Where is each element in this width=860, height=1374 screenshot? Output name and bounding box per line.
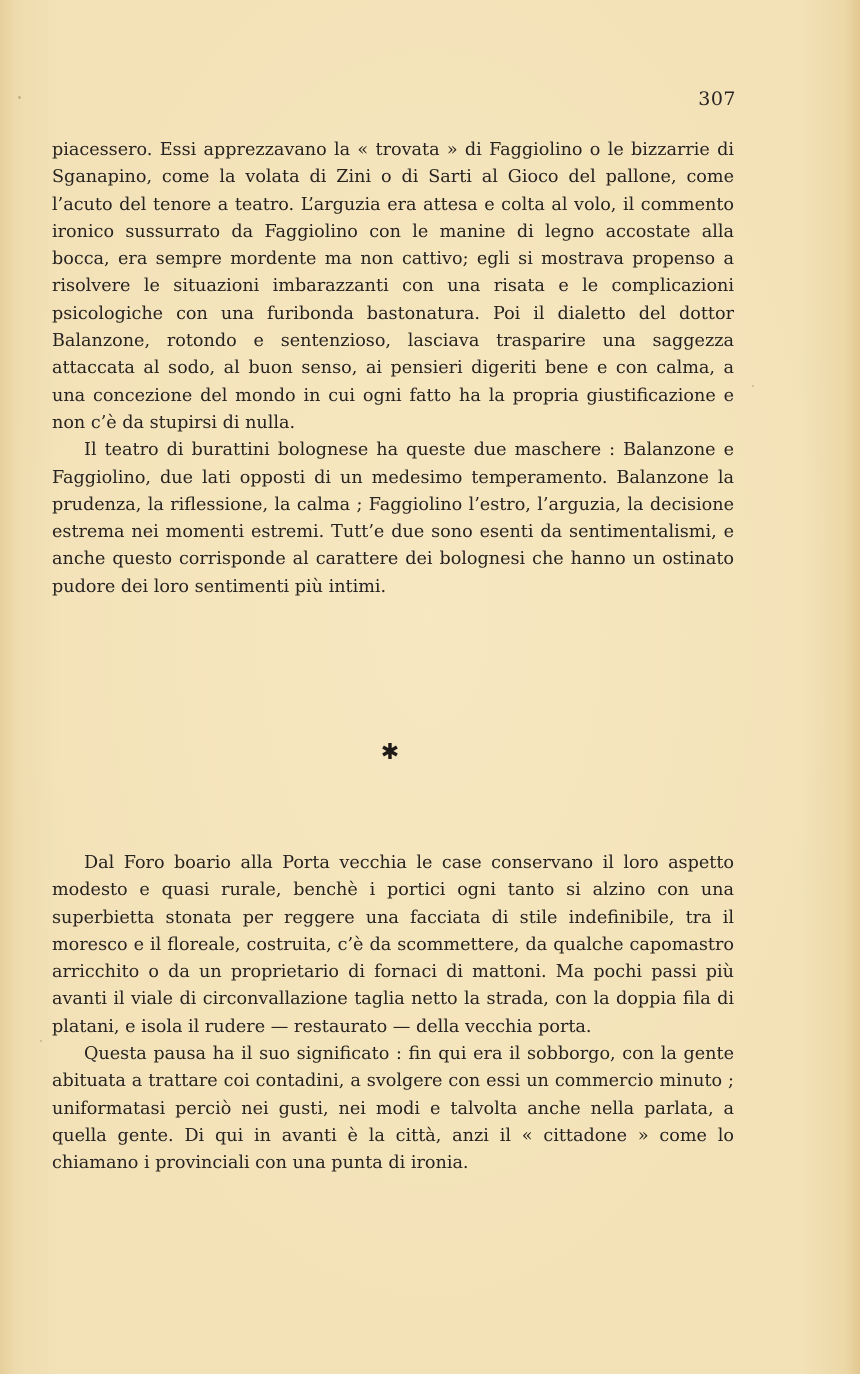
paragraph: Il teatro di burattini bolognese ha queste due maschere : Balanzone e Faggiolino, due lati opposti di un medesimo temperamento. Balanzone la prudenza, la riflessione, la calma ; Faggiolino l’estro, l’arguzia, la decisione estrema nei momenti estremi. Tutt’e due sono esenti da sentimentalismi, e anche questo corrisponde al carattere dei bolognesi che hanno un ostinato pudore dei loro sentimenti più intimi.: [52, 440, 734, 597]
paper-speck: [18, 96, 21, 99]
section-separator-asterisk: ✱: [380, 740, 400, 765]
paper-speck: [40, 1040, 42, 1042]
paragraph: piacessero. Essi apprezzavano la « trovata » di Faggiolino o le bizzarrie di Sganapino, come la volata di Zini o di Sarti al Gioco del pallone, come l’acuto del tenore a teatro. L’arguzia era attesa e colta al volo, il commento ironico sussurrato da Faggiolino con le manine di legno accostate alla bocca, era sempre mordente ma non cattivo; egli si mostrava propenso a risolvere le situazioni imbarazzanti con una risata e le complicazioni psicologiche con una furibonda bastonatura. Poi il dialetto del dottor Balanzone, rotondo e sentenzioso, lasciava trasparire una saggezza attaccata al sodo, al buon senso, ai pensieri digeriti bene e con calma, a una concezione del mondo in cui ogni fatto ha la propria giustificazione e non c’è da stupirsi di nulla.: [52, 140, 734, 433]
paragraph: Dal Foro boario alla Porta vecchia le case conservano il loro aspetto modesto e quasi rurale, benchè i portici ogni tanto si alzino con una superbietta stonata per reggere una facciata di stile indefinibile, tra il moresco e il floreale, costruita, c’è da scommettere, da qualche capomastro arricchito o da un proprietario di fornaci di mattoni. Ma pochi passi più avanti il viale di circonvallazione taglia netto la strada, con la doppia fila di platani, e isola il rudere — restaurato — della vecchia porta.: [52, 853, 734, 1037]
paper-speck: [752, 385, 754, 387]
text-section-1: [52, 137, 734, 601]
text-section-2: [52, 850, 734, 1178]
paragraph: Questa pausa ha il suo significato : fin qui era il sobborgo, con la gente abituata a trattare coi contadini, a svolgere con essi un commercio minuto ; uniformatasi perciò nei gusti, nei modi e talvolta anche nella parlata, a quella gente. Di qui in avanti è la città, anzi il « cittadone » come lo chiamano i provinciali con una punta di ironia.: [52, 1044, 734, 1174]
page-number: 307: [698, 88, 736, 110]
